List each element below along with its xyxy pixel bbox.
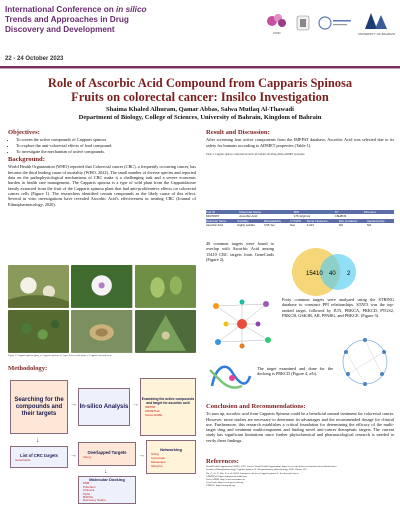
list-item: PDB <box>83 481 90 486</box>
method-box-insilico: In-silico Analysis <box>78 388 130 426</box>
list-item: Cytoscape <box>151 455 166 460</box>
conference-header <box>0 0 400 66</box>
venn-diagram <box>276 244 376 299</box>
reference-item: World Health Organization (WHO). 2022. Cancer. World Health Organization. https://www.who.int/news-room/fact-sheets/detail/cancer <box>206 465 337 469</box>
department: Department of Biology, College of Sciences, University of Bahrain, Kingdom of Bahrain <box>78 114 322 121</box>
sponsor-logos <box>185 6 395 40</box>
list-item: ADMETlab <box>145 409 160 413</box>
conference-logo-icon <box>266 12 288 30</box>
list-item: ShinyGo <box>151 463 163 468</box>
reference-item: Journal of Ethnopharmacology. Capparis Spinosa (L.) Phytochemistry, pharmacology. 2020. Volume 262. <box>206 468 308 472</box>
venn-circle-right <box>320 254 356 290</box>
plant-image-a <box>8 265 69 308</box>
results-docking-text: The target examined and done for the docking is PRKCD (Figure 4, a/b). <box>257 366 333 377</box>
results-intro: After screening four active components from the IMPPAT database, Ascorbic Acid was selected due to its safety for humans according to ADMET properties (Table 1). <box>206 137 394 148</box>
conference-date: 22 - 24 October 2023 <box>5 56 64 62</box>
reference-item: Shi, Z., Li, P., Bao, Z. et al. (2022) Anticancer effects of Capparis spinosa L. In colorectal cancer. <box>206 471 300 475</box>
authors: Shaima Khaled Alhuram, Qamar Abbas, Salwa Mutlaq Al-Thawadi <box>106 106 294 113</box>
list-item: Pubchem <box>83 484 96 489</box>
arrow-right-icon: → <box>138 451 145 459</box>
method-box-overlap: Overlapped Targets Venny <box>78 442 136 466</box>
method-box-crc-targets: List of CRC targets GeneCards <box>10 446 68 468</box>
references-section <box>206 460 394 488</box>
plant-image-e <box>71 310 132 353</box>
list-item: • To explore the anti-colorectal effects of lead compound. <box>16 143 196 148</box>
admet-table: Pub ID Molecular Name MW TP Structure 54670067 Ascorbic Acid 176.12g/mol C6H8O6 <box>206 210 394 218</box>
list-item: Metascape <box>151 459 166 464</box>
venn-label-overlap: 40 <box>329 271 336 277</box>
list-item: Venny <box>83 454 92 459</box>
admet-properties-table: Molecular Name Solubility Bioavailability CYP2D6 Renal Clearance Skin sensitivity Hepatotoxicity Ascorbic Acid Highly soluble 0.56 Yes Non 0.413 NO NO <box>206 219 394 227</box>
arrow-right-icon: → <box>70 451 77 459</box>
arrow-down-icon: ↓ <box>104 467 108 475</box>
table-caption: Table 1: Capparis spinosa compound ascorbic acid details and Drug-ability ADMET properties <box>206 152 305 156</box>
table-1 <box>206 210 394 238</box>
figure-1-caption: Figure 1: Capparis spinosa plant, a: Capparis spinosa; b: Caper flowers and fruits; c: Capparis leaf and stem. <box>8 354 112 357</box>
list-item: GeneCards <box>15 457 31 462</box>
arrow-right-icon: → <box>132 400 139 408</box>
right-column <box>206 130 394 157</box>
objectives-heading: Objectives: <box>8 129 40 136</box>
results-overlap-text: 40 common targets were found to overlap with Ascorbic Acid among 15410 CRC targets from GeneCards (Figure 2). <box>206 241 274 262</box>
conference-logo: ICDD <box>266 12 288 35</box>
pathway-diagram <box>336 324 394 400</box>
conclusion-section <box>206 404 394 443</box>
arrow-down-icon: ↓ <box>36 436 40 444</box>
university-logo-1 <box>294 14 312 32</box>
background-heading: Background: <box>8 156 45 164</box>
plant-image-c <box>135 265 196 308</box>
reference-item: STRING. https://string-db.org <box>206 484 235 488</box>
list-item: • To screen the active compounds of Capparis spinosa <box>16 137 196 142</box>
conference-title: International Conference on in silico Trends and Approaches in Drug Discovery and Development <box>5 5 147 34</box>
venn-label-left: 15410 <box>306 271 323 277</box>
university-of-bahrain-logo: UNIVERSITY OF BAHRAIN <box>358 11 395 36</box>
list-item: • To investigate the mechanism of active compounds. <box>16 149 196 154</box>
reference-item: GeneCards. https://www.genecards.org <box>206 481 244 485</box>
ppi-network <box>206 296 278 352</box>
conclusion-heading: Conclusion and Recommendations: <box>206 403 306 410</box>
venn-label-right: 2 <box>347 271 351 277</box>
plant-image-f <box>135 310 196 353</box>
reference-item: ADMETlab. https://admetmesh.scbdd.com <box>206 474 248 478</box>
center-logo <box>318 14 352 32</box>
results-ppi-text: Forty common targets were analyzed using the STRING database to construct PPI relationships. STAT3 was the top-ranked target, followed by JUN, PRKCA, PRKCD, PTGS2, PRKCB, GSK3B, AR, PPARG, and PRKCE. (Figure 3). <box>282 297 394 318</box>
center-logo-icon <box>318 14 352 32</box>
method-box-compounds: Examining the active compounds and target for ascorbic acid IMPPAT ADMETlab Swiss ADME <box>140 378 196 436</box>
results-heading: Result and Discussion: <box>206 129 270 136</box>
conclusion-text: To sum up, ascorbic acid from Capparis Spinosa could be a beneficial natural treatment for colorectal cancer. However, more studies are necessary to determine its advantages and the recommended dosage for clinical use. Furthermore, this research establishes a critical foundation for determining the efficacy of the multi-target drug and treatment multicomponent and finding novel anti-cancer therapeutic targets. The current study has significant limitations since further phytochemical and pharmacological research is needed to verify these findings. <box>206 411 394 443</box>
methodology-heading: Methodology: <box>8 365 48 372</box>
background-text: World Health Organization (WHO) reported that Colorectal cancer (CRC), a frequently occurring cancer, has become the third leading cause of mortality (WHO, 2022). The small number of diverse species and reported data on the pathophysiological mechanisms of CRC make it a challenging task and a severe economic burden in health care management. The Capparis spinosa is a type of wild plant from the Capparidaceae family extracted from the fruit of the Capparis spinosa plant that had anti-proliferative effects on colorectal cancer cells (Figure 1). The researchers identified certain compounds as the likely cause of this effect. Several in vitro investigations have revealed Ascorbic Acid's effectiveness in treating CRC (Journal of Ethnopharmacology, 2020). <box>8 164 196 207</box>
arrow-right-icon: → <box>70 400 77 408</box>
crest-icon <box>294 14 312 32</box>
list-item: Swiss ADME <box>145 413 163 417</box>
list-item: Discovery Studio <box>83 498 106 503</box>
objectives-list <box>8 137 196 154</box>
uob-logo-icon <box>361 11 391 31</box>
list-item: Chimera <box>83 488 95 493</box>
method-box-search: Searching for the compounds and their targets <box>10 380 68 434</box>
list-item: BIOVIA <box>83 494 94 499</box>
list-item: PyRx <box>83 491 91 496</box>
poster-title: Role of Ascorbic Acid Compound from Capparis Spinosa Fruits on colorectal cancer: Insilco Investigation <box>47 76 353 104</box>
methodology-section <box>8 366 47 373</box>
plant-image-d <box>8 310 69 353</box>
reference-item: Swiss ADME. http://www.swissadme.ch <box>206 478 245 482</box>
header-divider-light <box>0 68 400 69</box>
docking-image <box>206 356 254 400</box>
figure-1-images <box>8 265 196 353</box>
references-heading: References: <box>206 458 239 465</box>
method-box-docking: Molecular Docking PDB Pubchem Chimera PyRx BIOVIA Discovery Studio <box>78 476 136 504</box>
left-column <box>8 130 196 207</box>
list-item: String <box>151 451 159 456</box>
list-item: IMPPAT <box>145 405 156 409</box>
method-box-networking: Networking String Cytoscape Metascape ShinyGo <box>146 440 196 474</box>
plant-image-b <box>71 265 132 308</box>
